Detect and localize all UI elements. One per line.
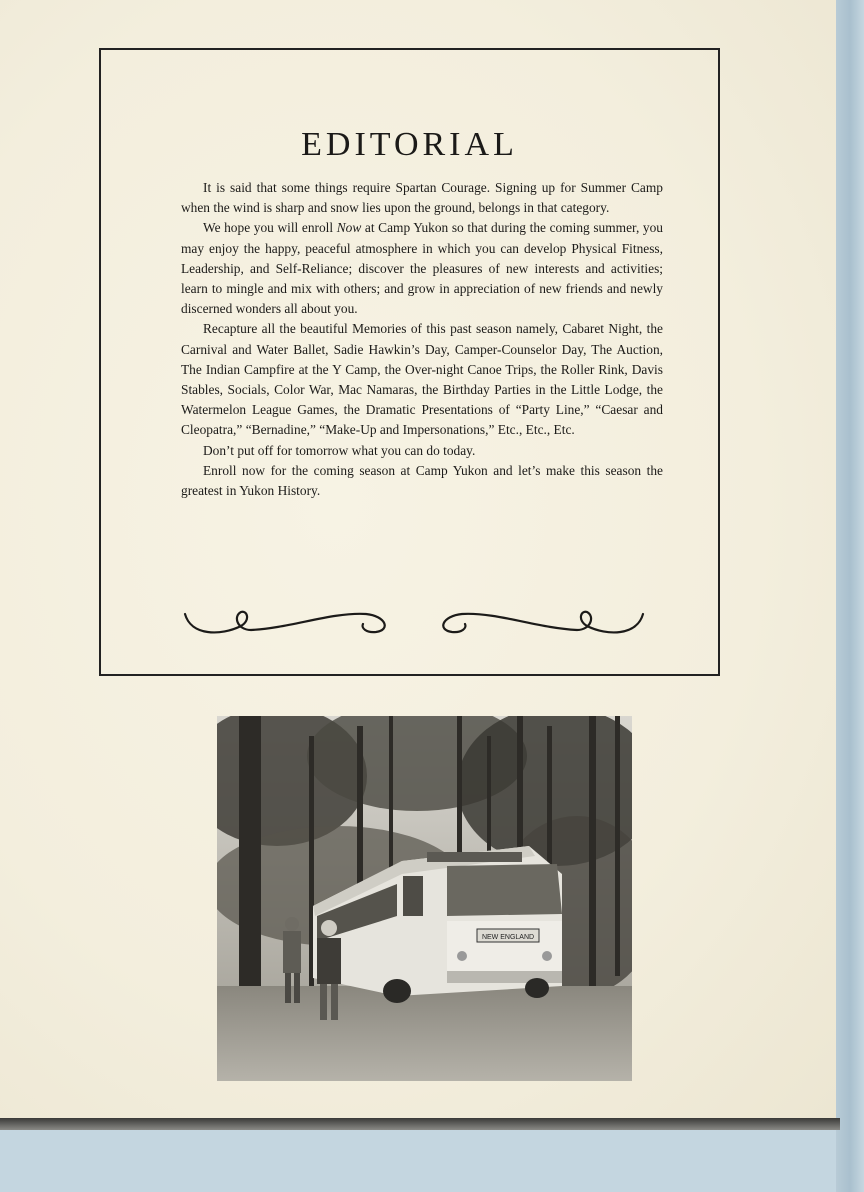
flourish-left — [185, 612, 385, 633]
page-spine — [836, 0, 864, 1192]
editorial-paragraph-2 — [181, 218, 663, 319]
paragraph-2-rest: at Camp Yukon so that during the coming summer, you may enjoy the happy, peaceful atmosphere in which you can develop Physical Fitness, Leadership, and Self-Reliance; discover the pleasures of new interests and activities; learn to mingle and mix with others; and grow in appreciation of new friends and newly discerned wonders all about you. — [181, 220, 663, 317]
editorial-title: EDITORIAL — [301, 126, 518, 163]
camp-bus-photo — [217, 716, 632, 1081]
editorial-frame — [99, 48, 720, 676]
editorial-paragraph-4: Don’t put off for tomorrow what you can do today. — [203, 442, 476, 458]
editorial-paragraph-3: Recapture all the beautiful Memories of this past season namely, Cabaret Night, the Carnival and Water Ballet, Sadie Hawkin’s Day, Camper-Counselor Day, The Auction, The Indian Campfire at the Y Camp, the Over-night Canoe Trips, the Roller Rink, Davis Stables, Socials, Color War, Mac Namaras, the Birthday Parties in the Little Lodge, the Watermelon League Games, the Dramatic Presentations of “Party Line,” “Caesar and Cleopatra,” “Bernadine,” “Make-Up and Impersonations,” Etc., Etc., Etc. — [181, 321, 663, 438]
paragraph-2-start: We hope you will enroll — [203, 220, 337, 236]
flourish-right — [443, 612, 643, 633]
ground — [217, 986, 632, 1081]
emphasis-now: Now — [336, 220, 362, 236]
editorial-body — [181, 178, 663, 501]
photo-illustration — [217, 716, 632, 1081]
decorative-flourish — [181, 606, 647, 640]
bus-destination-sign: NEW ENGLAND — [481, 934, 535, 941]
page-bottom-edge — [0, 1118, 840, 1130]
editorial-paragraph-1: It is said that some things require Spartan Courage. Signing up for Summer Camp when the wind is sharp and snow lies upon the ground, belongs in that category. — [181, 180, 663, 216]
editorial-paragraph-5: Enroll now for the coming season at Camp Yukon and let’s make this season the greatest in Yukon History. — [181, 462, 663, 499]
